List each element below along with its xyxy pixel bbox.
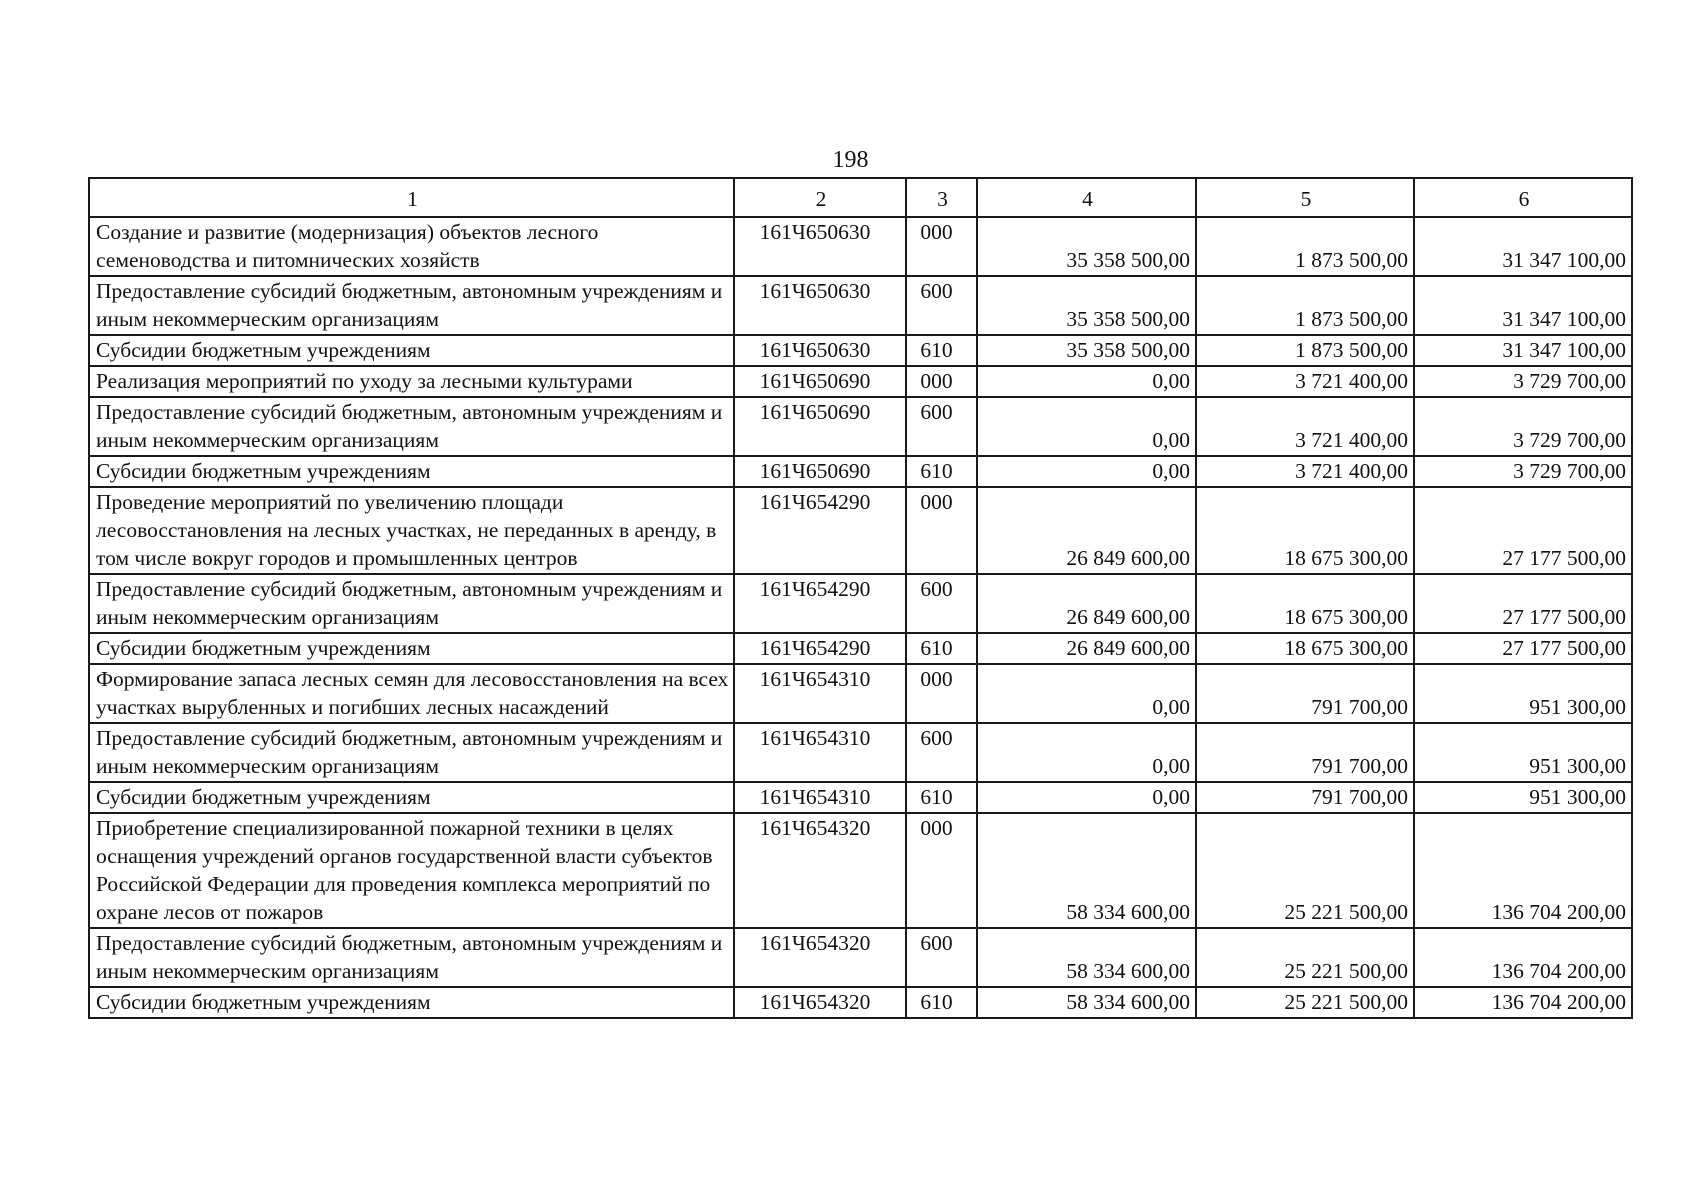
amount-cell-col5: 3 721 400,00	[1196, 397, 1414, 456]
target-code-cell: 161Ч650630	[734, 217, 906, 276]
amount-cell-col6: 951 300,00	[1414, 782, 1632, 813]
target-code-cell: 161Ч654320	[734, 928, 906, 987]
expense-type-cell: 600	[906, 276, 977, 335]
expense-type-cell: 600	[906, 397, 977, 456]
item-name-cell: Реализация мероприятий по уходу за лесными культурами	[89, 366, 734, 397]
header-cell: 1	[89, 178, 734, 217]
table-row	[89, 723, 1632, 782]
table-row	[89, 217, 1632, 276]
amount-cell-col6: 31 347 100,00	[1414, 335, 1632, 366]
expense-type-cell: 610	[906, 987, 977, 1018]
budget-table	[88, 177, 1633, 1019]
target-code-cell: 161Ч650690	[734, 456, 906, 487]
item-name-cell: Субсидии бюджетным учреждениям	[89, 633, 734, 664]
amount-cell-col6: 136 704 200,00	[1414, 928, 1632, 987]
amount-cell-col4: 26 849 600,00	[977, 633, 1196, 664]
table-row	[89, 397, 1632, 456]
item-name-cell: Предоставление субсидий бюджетным, автономным учреждениям и иным некоммерческим организациям	[89, 574, 734, 633]
amount-cell-col5: 18 675 300,00	[1196, 633, 1414, 664]
table-row	[89, 782, 1632, 813]
amount-cell-col5: 1 873 500,00	[1196, 335, 1414, 366]
item-name-cell: Предоставление субсидий бюджетным, автономным учреждениям и иным некоммерческим организациям	[89, 397, 734, 456]
expense-type-cell: 610	[906, 633, 977, 664]
amount-cell-col4: 35 358 500,00	[977, 217, 1196, 276]
amount-cell-col6: 31 347 100,00	[1414, 276, 1632, 335]
target-code-cell: 161Ч650630	[734, 276, 906, 335]
amount-cell-col6: 3 729 700,00	[1414, 366, 1632, 397]
amount-cell-col5: 18 675 300,00	[1196, 487, 1414, 574]
amount-cell-col4: 0,00	[977, 366, 1196, 397]
amount-cell-col5: 791 700,00	[1196, 723, 1414, 782]
amount-cell-col5: 25 221 500,00	[1196, 813, 1414, 928]
table-row	[89, 987, 1632, 1018]
target-code-cell: 161Ч654310	[734, 782, 906, 813]
header-cell: 3	[906, 178, 977, 217]
amount-cell-col5: 18 675 300,00	[1196, 574, 1414, 633]
target-code-cell: 161Ч650690	[734, 366, 906, 397]
amount-cell-col6: 31 347 100,00	[1414, 217, 1632, 276]
target-code-cell: 161Ч654320	[734, 813, 906, 928]
amount-cell-col4: 58 334 600,00	[977, 813, 1196, 928]
amount-cell-col4: 35 358 500,00	[977, 276, 1196, 335]
expense-type-cell: 600	[906, 928, 977, 987]
table-row	[89, 574, 1632, 633]
amount-cell-col4: 58 334 600,00	[977, 987, 1196, 1018]
expense-type-cell: 000	[906, 217, 977, 276]
table-row	[89, 276, 1632, 335]
amount-cell-col5: 25 221 500,00	[1196, 987, 1414, 1018]
page-number: 198	[832, 147, 869, 173]
target-code-cell: 161Ч654320	[734, 987, 906, 1018]
amount-cell-col4: 26 849 600,00	[977, 487, 1196, 574]
table-row	[89, 456, 1632, 487]
amount-cell-col5: 25 221 500,00	[1196, 928, 1414, 987]
target-code-cell: 161Ч654290	[734, 633, 906, 664]
target-code-cell: 161Ч654310	[734, 664, 906, 723]
item-name-cell: Предоставление субсидий бюджетным, автономным учреждениям и иным некоммерческим организациям	[89, 723, 734, 782]
amount-cell-col6: 27 177 500,00	[1414, 574, 1632, 633]
item-name-cell: Субсидии бюджетным учреждениям	[89, 335, 734, 366]
item-name-cell: Создание и развитие (модернизация) объектов лесного семеноводства и питомнических хозяйств	[89, 217, 734, 276]
expense-type-cell: 600	[906, 723, 977, 782]
header-cell: 4	[977, 178, 1196, 217]
amount-cell-col6: 27 177 500,00	[1414, 633, 1632, 664]
target-code-cell: 161Ч650690	[734, 397, 906, 456]
amount-cell-col4: 26 849 600,00	[977, 574, 1196, 633]
table-row	[89, 928, 1632, 987]
amount-cell-col6: 136 704 200,00	[1414, 987, 1632, 1018]
amount-cell-col6: 3 729 700,00	[1414, 456, 1632, 487]
expense-type-cell: 000	[906, 813, 977, 928]
target-code-cell: 161Ч654290	[734, 574, 906, 633]
item-name-cell: Предоставление субсидий бюджетным, автономным учреждениям и иным некоммерческим организациям	[89, 928, 734, 987]
expense-type-cell: 000	[906, 487, 977, 574]
amount-cell-col4: 0,00	[977, 782, 1196, 813]
header-cell: 6	[1414, 178, 1632, 217]
amount-cell-col5: 791 700,00	[1196, 782, 1414, 813]
table-row	[89, 366, 1632, 397]
amount-cell-col4: 0,00	[977, 723, 1196, 782]
amount-cell-col5: 1 873 500,00	[1196, 276, 1414, 335]
table-row	[89, 664, 1632, 723]
table-row	[89, 335, 1632, 366]
target-code-cell: 161Ч650630	[734, 335, 906, 366]
amount-cell-col6: 27 177 500,00	[1414, 487, 1632, 574]
item-name-cell: Субсидии бюджетным учреждениям	[89, 987, 734, 1018]
table-row	[89, 487, 1632, 574]
expense-type-cell: 600	[906, 574, 977, 633]
amount-cell-col5: 1 873 500,00	[1196, 217, 1414, 276]
item-name-cell: Субсидии бюджетным учреждениям	[89, 782, 734, 813]
amount-cell-col6: 951 300,00	[1414, 664, 1632, 723]
amount-cell-col6: 951 300,00	[1414, 723, 1632, 782]
amount-cell-col6: 3 729 700,00	[1414, 397, 1632, 456]
header-cell: 5	[1196, 178, 1414, 217]
expense-type-cell: 610	[906, 335, 977, 366]
amount-cell-col5: 791 700,00	[1196, 664, 1414, 723]
item-name-cell: Приобретение специализированной пожарной техники в целях оснащения учреждений органов государственной власти субъектов Российской Федерации для проведения комплекса мероприятий по охране лесов от пожаров	[89, 813, 734, 928]
expense-type-cell: 000	[906, 664, 977, 723]
item-name-cell: Проведение мероприятий по увеличению площади лесовосстановления на лесных участках, не переданных в аренду, в том числе вокруг городов и промышленных центров	[89, 487, 734, 574]
amount-cell-col4: 0,00	[977, 397, 1196, 456]
amount-cell-col5: 3 721 400,00	[1196, 366, 1414, 397]
amount-cell-col4: 0,00	[977, 456, 1196, 487]
amount-cell-col4: 35 358 500,00	[977, 335, 1196, 366]
item-name-cell: Субсидии бюджетным учреждениям	[89, 456, 734, 487]
table-header-row	[89, 178, 1632, 217]
amount-cell-col4: 0,00	[977, 664, 1196, 723]
amount-cell-col5: 3 721 400,00	[1196, 456, 1414, 487]
header-cell: 2	[734, 178, 906, 217]
expense-type-cell: 610	[906, 456, 977, 487]
table-row	[89, 633, 1632, 664]
table-row	[89, 813, 1632, 928]
target-code-cell: 161Ч654290	[734, 487, 906, 574]
amount-cell-col4: 58 334 600,00	[977, 928, 1196, 987]
expense-type-cell: 610	[906, 782, 977, 813]
amount-cell-col6: 136 704 200,00	[1414, 813, 1632, 928]
item-name-cell: Формирование запаса лесных семян для лесовосстановления на всех участках вырубленных и погибших лесных насаждений	[89, 664, 734, 723]
target-code-cell: 161Ч654310	[734, 723, 906, 782]
expense-type-cell: 000	[906, 366, 977, 397]
item-name-cell: Предоставление субсидий бюджетным, автономным учреждениям и иным некоммерческим организациям	[89, 276, 734, 335]
